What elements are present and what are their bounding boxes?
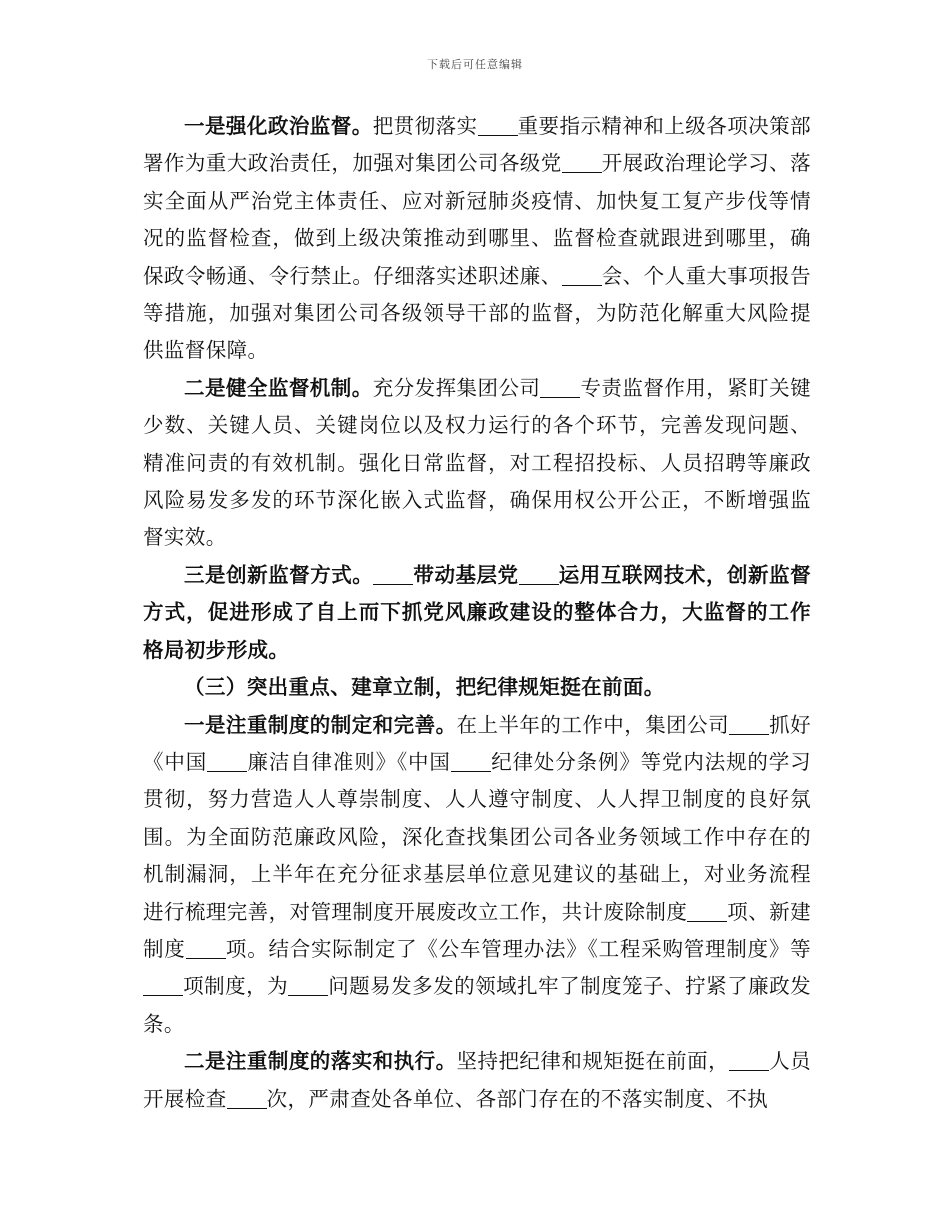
fill-blank xyxy=(729,1050,769,1072)
paragraph-text: 在上半年的工作中，集团公司 xyxy=(456,712,730,737)
paragraph-text: 抓好《中国 xyxy=(143,712,811,774)
paragraph-text: 开展政治理论学习、落实全面从严治党主体责任、应对新冠肺炎疫情、加快复工复产步伐等情况的监督检查，做到上级决策推动到哪里、监督检查就跟进到哪里，确保政令畅通、令行禁止。仔细落实述职述廉、 xyxy=(143,151,812,288)
paragraph-lead: 二是健全监督机制。 xyxy=(184,375,373,400)
fill-blank xyxy=(288,975,328,997)
fill-blank xyxy=(207,750,247,772)
paragraph-text: 会、个人重大事项报告等措施，加强对集团公司各级领导干部的监督，为防范化解重大风险提供监督保障。 xyxy=(143,263,812,363)
paragraph-system-formulation xyxy=(143,707,811,1044)
paragraph-text: 充分发挥集团公司 xyxy=(372,375,541,400)
paragraph-system-implementation xyxy=(143,1043,811,1118)
fill-blank xyxy=(562,152,602,174)
fill-blank xyxy=(451,750,491,772)
paragraph-text: 重要指示精神和上级各项决策部署作为重大政治责任，加强对集团公司各级党 xyxy=(143,114,812,176)
paragraph-text: 三是创新监督方式。 xyxy=(184,562,374,587)
section-heading-text: （三）突出重点、建章立制，把纪律规矩挺在前面。 xyxy=(184,675,665,700)
fill-blank xyxy=(729,713,769,735)
paragraph-text: 专责监督作用，紧盯关键少数、关键人员、关键岗位以及权力运行的各个环节，完善发现问题、精准问责的有效机制。强化日常监督，对工程招投标、人员招聘等廉政风险易发多发的环节深化嵌入式监督，确保用权公开公正，不断增强监督实效。 xyxy=(143,375,812,550)
paragraph-supervision-mechanism xyxy=(143,370,811,557)
fill-blank xyxy=(519,563,559,585)
paragraph-political-supervision xyxy=(143,108,811,370)
paragraph-supervision-method xyxy=(143,557,811,669)
fill-blank xyxy=(143,975,183,997)
paragraph-text: 项、新建制度 xyxy=(143,899,811,961)
paragraph-text: 运用互联网技术，创新监督方式，促进形成了自上而下抓党风廉政建设的整体合力，大监督的工作格局初步形成。 xyxy=(143,562,811,662)
paragraph-lead: 二是注重制度的落实和执行。 xyxy=(184,1049,457,1074)
paragraph-text: 带动基层党 xyxy=(413,562,519,587)
fill-blank xyxy=(540,376,580,398)
paragraph-text: 项制度，为 xyxy=(183,974,289,999)
paragraph-text: 次，严肃查处各单位、各部门存在的不落实制度、不执 xyxy=(266,1086,769,1111)
paragraph-lead: 一是强化政治监督。 xyxy=(184,114,373,138)
header-note: 下载后可任意编辑 xyxy=(427,58,523,71)
paragraph-text: 坚持把纪律和规矩挺在前面， xyxy=(456,1049,730,1074)
paragraph-text: 人员开展检查 xyxy=(143,1049,811,1111)
paragraph-text: 纪律处分条例》等党内法规的学习贯彻，努力营造人人尊崇制度、人人遵守制度、人人捍卫制度的良好氛围。为全面防范廉政风险，深化查找集团公司各业务领域工作中存在的机制漏洞，上半年在充分征求基层单位意见建议的基础上，对业务流程进行梳理完善，对管理制度开展废改立工作，共计废除制度 xyxy=(143,749,812,924)
section-heading xyxy=(143,669,811,706)
paragraph-lead: 一是注重制度的制定和完善。 xyxy=(184,712,457,737)
paragraph-text: 把贯彻落实 xyxy=(372,114,478,138)
paragraph-text: 项。结合实际制定了《公车管理办法》《工程采购管理制度》等 xyxy=(225,936,811,961)
fill-blank xyxy=(478,115,518,137)
fill-blank xyxy=(373,563,413,585)
document-body xyxy=(143,108,811,1118)
fill-blank xyxy=(687,900,727,922)
fill-blank xyxy=(562,264,602,286)
paragraph-text: 廉洁自律准则》《中国 xyxy=(247,749,451,774)
fill-blank xyxy=(227,1087,267,1109)
fill-blank xyxy=(186,937,226,959)
paragraph-text: 问题易发多发的领域扎牢了制度笼子、拧紧了廉政发条。 xyxy=(143,974,812,1036)
